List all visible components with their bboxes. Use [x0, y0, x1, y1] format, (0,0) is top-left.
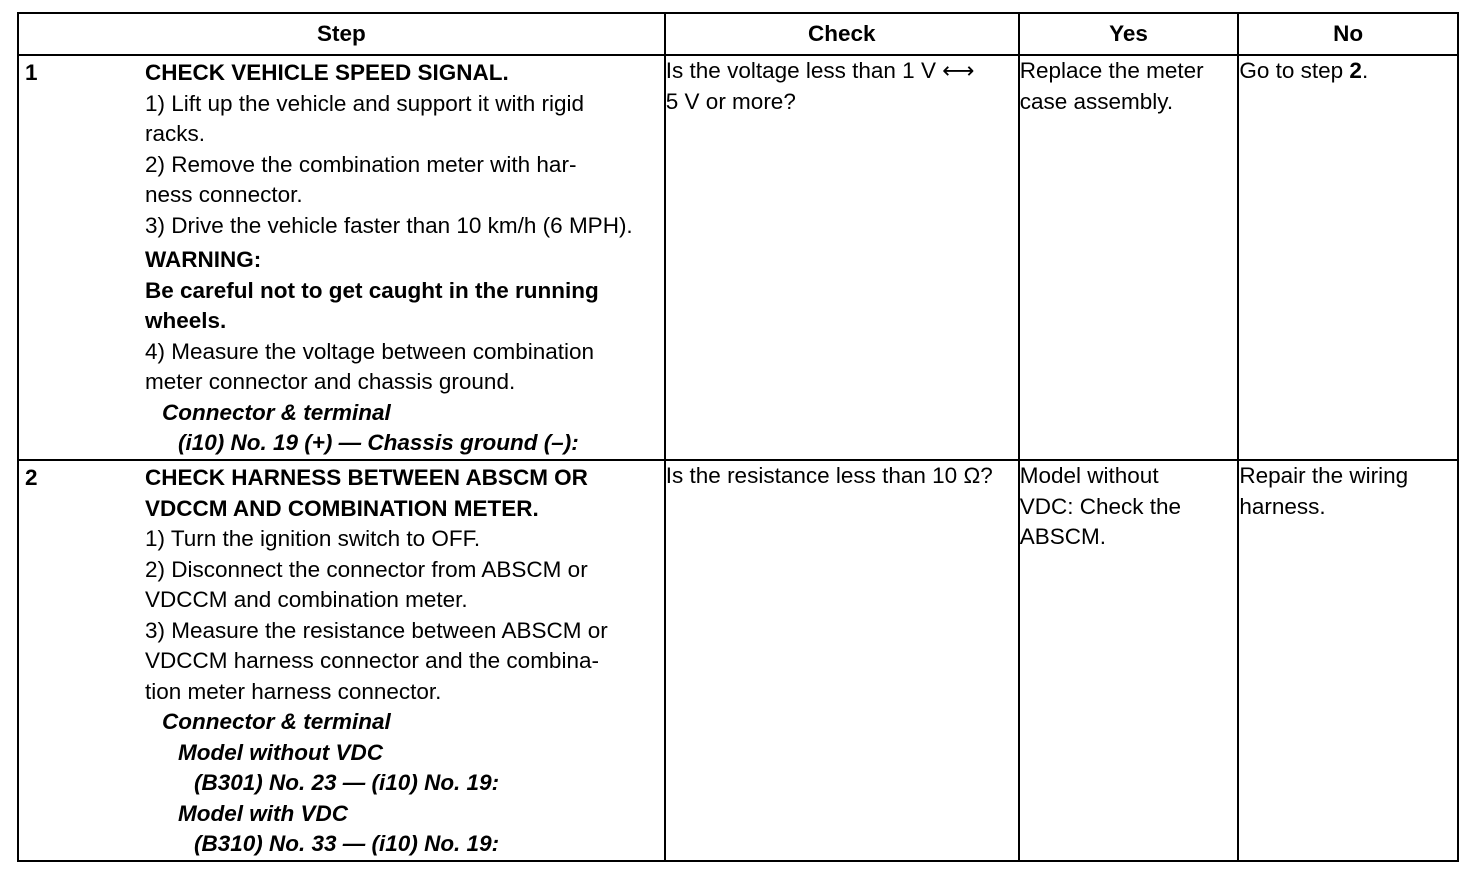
check-cell — [665, 460, 1019, 861]
model-label: Model with VDC — [178, 800, 348, 826]
step-body — [145, 461, 664, 860]
yes-text: Model without — [1019, 463, 1159, 488]
check-cell — [665, 55, 1019, 460]
step-line: 1) Lift up the vehicle and support it with rigid — [145, 90, 584, 116]
step-number: 1 — [25, 60, 38, 85]
step-line: meter connector and chassis ground. — [145, 369, 516, 394]
step-body — [145, 56, 664, 459]
step-title: CHECK HARNESS BETWEEN ABSCM OR — [145, 465, 588, 490]
step-ref: 2 — [1349, 58, 1362, 83]
table-row — [18, 55, 1458, 460]
connector-label: Connector & terminal — [162, 399, 391, 425]
terminal-spec: (B310) No. 33 — (i10) No. 19: — [194, 831, 500, 856]
warning-text: Be careful not to get caught in the running — [145, 277, 599, 303]
no-cell — [1238, 55, 1458, 460]
yes-text: case assembly. — [1019, 88, 1174, 114]
model-label: Model without VDC — [178, 739, 383, 765]
check-text: Is the voltage less than 1 V ⟷ — [665, 58, 975, 83]
step-title: VDCCM AND COMBINATION METER. — [145, 495, 539, 521]
terminal-spec: (B301) No. 23 — (i10) No. 19: — [194, 770, 500, 795]
step-line: 3) Drive the vehicle faster than 10 km/h (6 MPH). — [145, 212, 633, 238]
header-yes: Yes — [1019, 13, 1239, 55]
yes-cell — [1019, 55, 1239, 460]
yes-text: VDC: Check the — [1019, 493, 1182, 519]
check-text: Is the resistance less than 10 Ω? — [665, 463, 993, 488]
no-cell — [1238, 460, 1458, 861]
header-check: Check — [665, 13, 1019, 55]
header-row — [18, 13, 1458, 55]
terminal-spec: (i10) No. 19 (+) — Chassis ground (–): — [178, 430, 579, 455]
step-title: CHECK VEHICLE SPEED SIGNAL. — [145, 60, 509, 85]
step-line: 2) Remove the combination meter with har- — [145, 151, 577, 177]
diagnostic-table — [17, 12, 1459, 862]
warning-title: WARNING: — [145, 247, 262, 272]
no-text: Go to step — [1239, 58, 1350, 83]
step-line: ness connector. — [145, 182, 303, 207]
no-text: Repair the wiring — [1239, 463, 1409, 488]
step-line: 4) Measure the voltage between combination — [145, 338, 595, 364]
no-text: harness. — [1239, 493, 1326, 519]
step-number: 2 — [25, 465, 38, 490]
yes-text: ABSCM. — [1019, 524, 1107, 549]
yes-cell — [1019, 460, 1239, 861]
step-line: tion meter harness connector. — [145, 678, 442, 704]
step-line: 3) Measure the resistance between ABSCM or — [145, 617, 608, 643]
check-text: 5 V or more? — [665, 88, 796, 114]
table-row — [18, 460, 1458, 861]
step-line: 1) Turn the ignition switch to OFF. — [145, 526, 481, 551]
header-step: Step — [18, 13, 665, 55]
step-line: VDCCM and combination meter. — [145, 587, 468, 612]
yes-text: Replace the meter — [1019, 58, 1204, 83]
step-line: 2) Disconnect the connector from ABSCM or — [145, 556, 588, 582]
step-line: VDCCM harness connector and the combina- — [145, 648, 599, 673]
no-text-suffix: . — [1361, 58, 1369, 83]
warning-text: wheels. — [145, 308, 227, 333]
header-no: No — [1238, 13, 1458, 55]
step-cell — [18, 460, 665, 861]
step-line: racks. — [145, 121, 206, 146]
connector-label: Connector & terminal — [162, 709, 391, 734]
step-cell — [18, 55, 665, 460]
